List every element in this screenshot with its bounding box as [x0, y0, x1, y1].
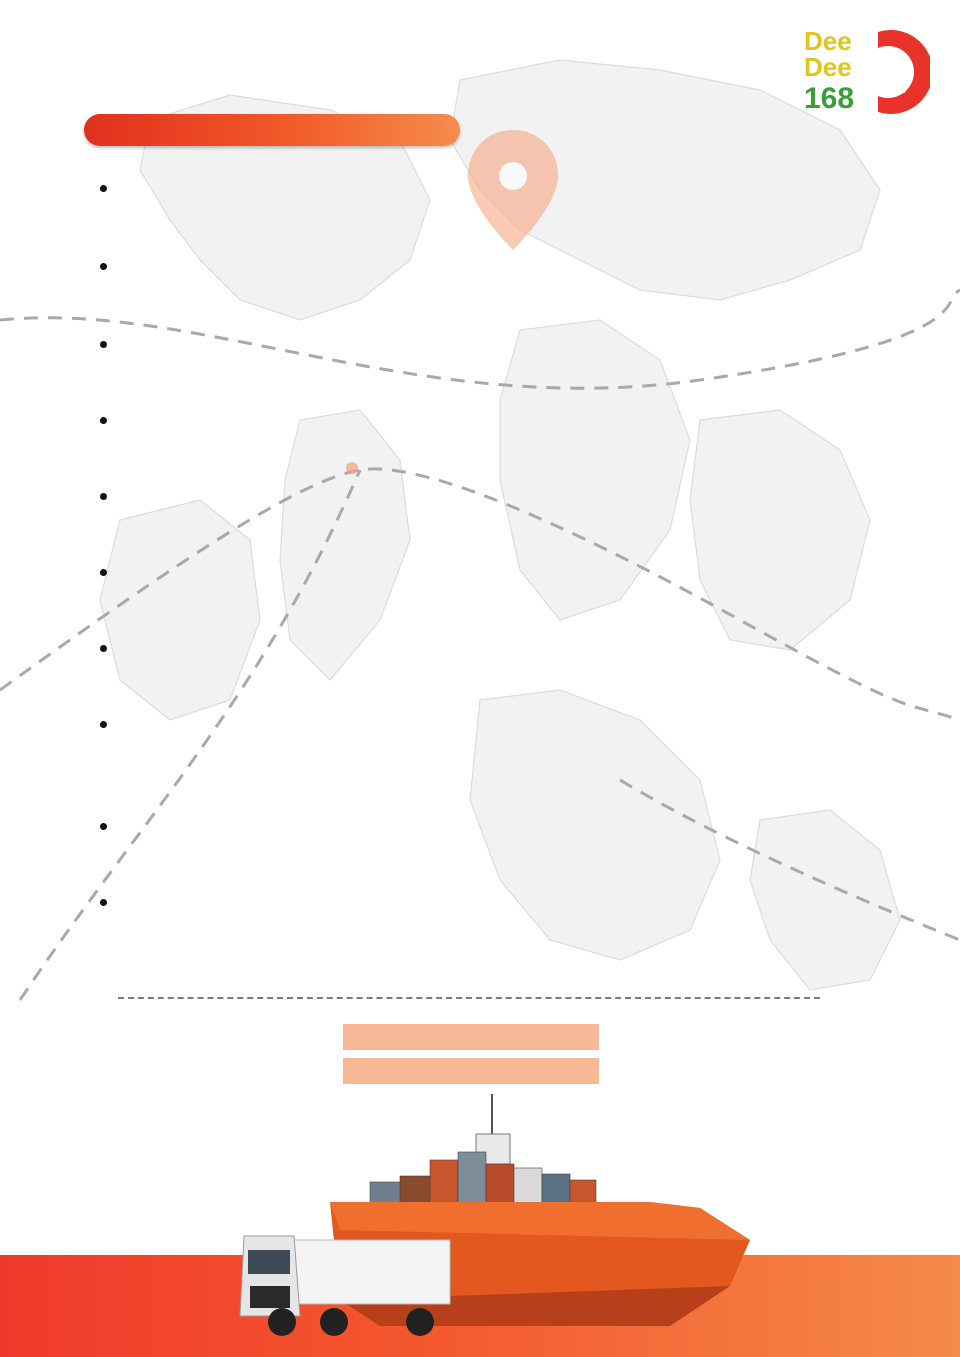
condition-text — [122, 814, 908, 839]
condition-text — [122, 484, 908, 509]
section-banner — [84, 114, 460, 146]
bullet-icon — [100, 899, 107, 906]
condition-text — [122, 712, 908, 737]
condition-text — [122, 560, 908, 585]
list-item — [96, 176, 908, 201]
brand-logo — [800, 24, 930, 116]
note-line-2 — [343, 1058, 599, 1084]
list-item — [96, 890, 908, 915]
logo-number: 168 — [804, 82, 855, 115]
list-item — [96, 636, 908, 661]
list-item — [96, 408, 908, 433]
condition-text — [122, 332, 908, 357]
condition-text — [122, 636, 908, 661]
list-item — [96, 560, 908, 585]
condition-text — [122, 408, 908, 433]
truck-illustration — [240, 1236, 450, 1336]
conditions-list — [96, 176, 908, 956]
logo-character: 福 — [878, 63, 908, 98]
list-item — [96, 814, 908, 839]
bullet-icon — [100, 721, 107, 728]
bullet-icon — [100, 823, 107, 830]
list-item — [96, 484, 908, 509]
dashed-divider — [118, 997, 820, 999]
condition-text — [122, 254, 908, 279]
list-item — [96, 254, 908, 279]
bullet-icon — [100, 341, 107, 348]
note-line-1 — [343, 1024, 599, 1050]
condition-text — [122, 890, 908, 915]
bullet-icon — [100, 417, 107, 424]
acknowledgement-note — [134, 1024, 808, 1080]
logo-line2: Dee — [804, 52, 852, 82]
bullet-icon — [100, 645, 107, 652]
bullet-icon — [100, 493, 107, 500]
list-item — [96, 332, 908, 357]
page-title — [62, 57, 702, 97]
bullet-icon — [100, 185, 107, 192]
bullet-icon — [100, 569, 107, 576]
list-item — [96, 712, 908, 737]
condition-text — [122, 176, 908, 201]
transport-illustration — [230, 1090, 790, 1350]
logo-line1: Dee — [804, 26, 852, 56]
bullet-icon — [100, 263, 107, 270]
